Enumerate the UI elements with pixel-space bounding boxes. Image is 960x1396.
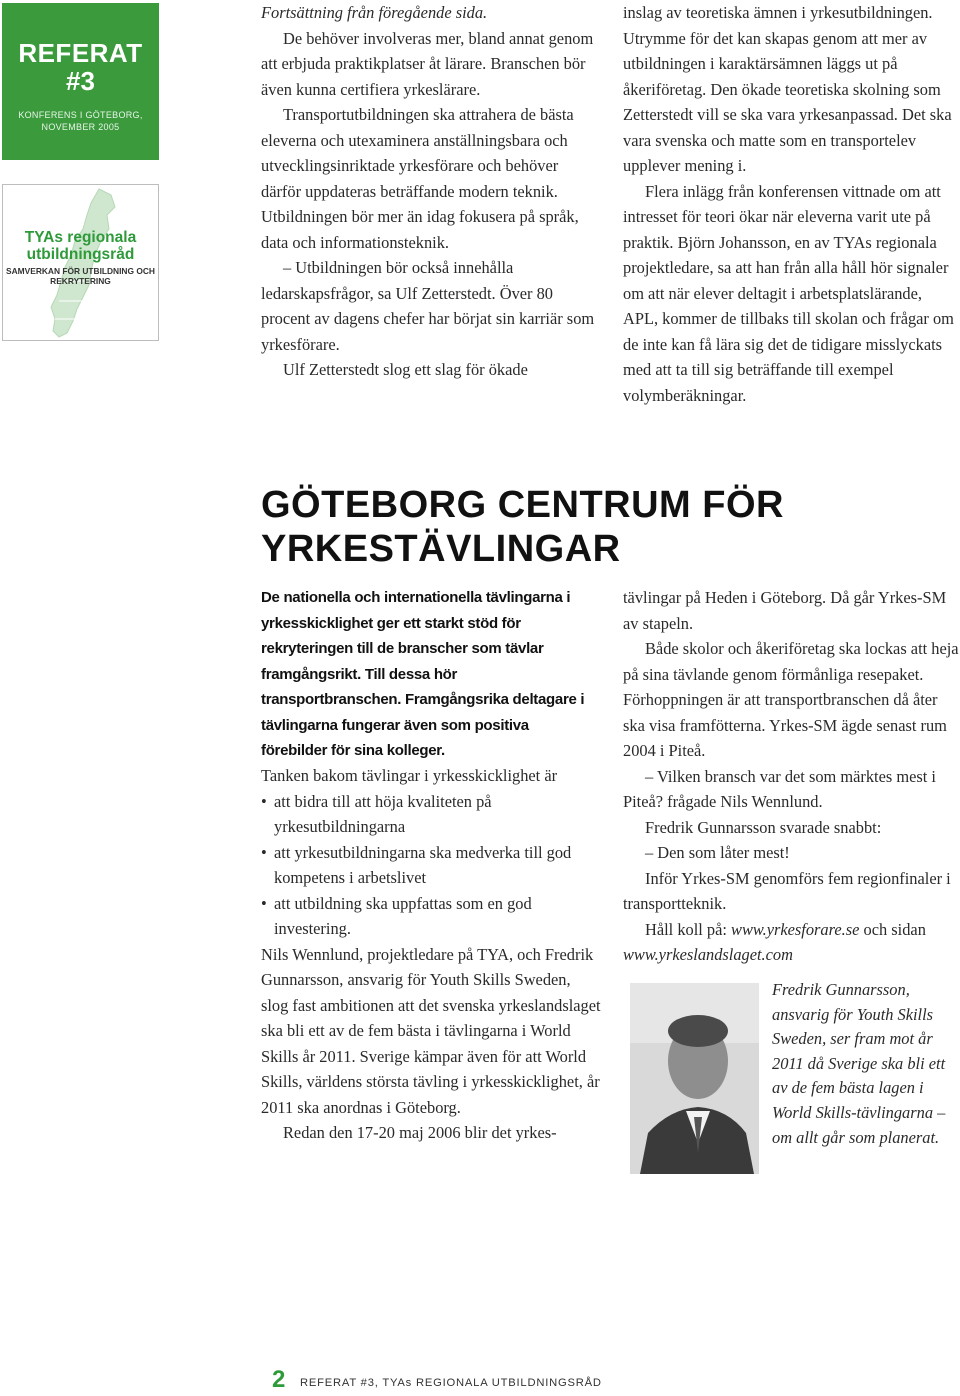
link-yrkesforare[interactable]: www.yrkesforare.se [731,919,860,939]
bottom-left-column [261,763,601,1146]
paragraph: – Vilken bransch var det som märktes mest i Piteå? frågade Nils Wennlund. [623,766,936,811]
paragraph: Både skolor och åkeriföretag ska lockas att heja på sina tävlande genom förmånliga resepaket. Förhoppningen är att transportbranschen då åter ska visa framfötterna. Yrkes-SM ägde senast rum 2004 i Piteå. [623,639,959,760]
paragraph: tävlingar på Heden i Göteborg. Då går Yrkes-SM av stapeln. [623,588,947,633]
paragraph: Fredrik Gunnarsson svarade snabbt: [645,817,882,837]
bullet-list [261,789,601,942]
article-lead: De nationella och internationella tävlingarna i yrkesskicklighet ger ett starkt stöd för rekryteringen till de branscher som tävlar framgångsrikt. Till dessa hör transportbranschen. Framgångsrika deltagare i tävlingarna fungerar även som positiva förebilder för sina kolleger. [261,589,585,759]
paragraph: Ulf Zetterstedt slog ett slag för ökade [283,360,528,379]
paragraph: De behöver involveras mer, bland annat genom att erbjuda praktikplatser åt lärare. Branschen bör även kunna certifiera yrkeslärare. [261,28,594,99]
tya-logo [2,184,159,341]
logo-subtitle: SAMVERKAN FÖR UTBILDNING OCH REKRYTERING [6,266,155,286]
paragraph: – Utbildningen bör också innehålla ledarskapsfrågor, sa Ulf Zetterstedt. Över 80 procent av dagens chefer har börjat sin karriär som yrkesförare. [261,258,595,354]
page-footer [272,1366,772,1396]
portrait-photo [630,983,759,1174]
badge-title: REFERAT [18,38,143,68]
paragraph: Transportutbildningen ska attrahera de bästa eleverna och utexaminera anställningsbara och utvecklingsinriktade yrkesförare och behöver därför uppdateras beträffande modern teknik. Utbildningen bör mer än idag fokusera på språk, data och informationsteknik. [261,105,579,252]
headline-line-1: GÖTEBORG CENTRUM FÖR [261,484,784,526]
paragraph: Flera inlägg från konferensen vittnade om att intresset för teori ökar när eleverna varit ute på praktik. Björn Johansson, en av TYAs regionala projektledare, sa att han från alla håll hör signaler om att när elever deltagit i arbetsplatslärande, APL, kommer de tillbaks till skolan och frågar om de inte kan få lära sig det de tidigare misslyckats med att ta till sig beträffande till exempel volymberäkningar. [623,181,954,405]
paragraph: Nils Wennlund, projektledare på TYA, och Fredrik Gunnarsson, ansvarig för Youth Skills Sweden, slog fast ambitionen att det svenska yrkeslandslaget ska bli ett av de fem bästa i tävlingarna i World Skills år 2011. Sverige kämpar även för att World Skills, världens största tävling i yrkesskicklighet, år 2011 ska anordnas i Göteborg. [261,944,601,1117]
links-prefix: Håll koll på: [645,919,732,939]
footer-text: REFERAT #3, TYAs REGIONALA UTBILDNINGSRÅD [300,1377,602,1389]
portrait-image [630,983,759,1174]
list-item: • att utbildning ska uppfattas som en god investering. [261,891,601,942]
page-number: 2 [272,1366,286,1393]
link-yrkeslandslaget[interactable]: www.yrkeslandslaget.com [623,945,793,964]
continued-note: Fortsättning från föregående sida. [261,3,488,22]
headline-line-2: YRKESTÄVLINGAR [261,528,621,570]
bottom-right-column [623,585,960,968]
paragraph: inslag av teoretiska ämnen i yrkesutbildningen. Utrymme för det kan skapas genom att mer av utbildningen i karaktärsämnen läggs ut på åkeriföretag. Den ökade teoretiska skolning som Zetterstedt vill se ska vara yrkesanpassad. Det ska vara svenska och matte som en transportelev upplever mening i. [623,3,952,175]
paragraph: – Den som låter mest! [645,843,790,862]
badge-subtitle: KONFERENS I GÖTEBORG, NOVEMBER 2005 [18,110,143,132]
paragraph: Tanken bakom tävlingar i yrkesskicklighet är [261,766,558,785]
article-headline [261,483,941,571]
links-mid: och sidan [859,919,926,939]
top-right-column [623,0,960,408]
list-item: • att yrkesutbildningarna ska medverka till god kompetens i arbetslivet [261,840,601,891]
paragraph [623,917,960,968]
photo-caption: Fredrik Gunnarsson, ansvarig för Youth Skills Sweden, ser fram mot år 2011 då Sverige ska bli ett av de fem bästa lagen i World Skills-tävlingarna – om allt går som planerat. [772,980,946,1147]
list-item: • att bidra till att höja kvaliteten på yrkesutbildningarna [261,789,601,840]
top-left-column [261,0,601,383]
sweden-map-icon [3,185,159,341]
badge-issue-number: #3 [66,66,95,96]
issue-badge [2,3,159,160]
logo-title: TYAs regionala utbildningsråd [24,229,137,263]
paragraph: Inför Yrkes-SM genomförs fem regionfinaler i transportteknik. [623,868,951,913]
paragraph: Redan den 17-20 maj 2006 blir det yrkes- [283,1123,557,1142]
